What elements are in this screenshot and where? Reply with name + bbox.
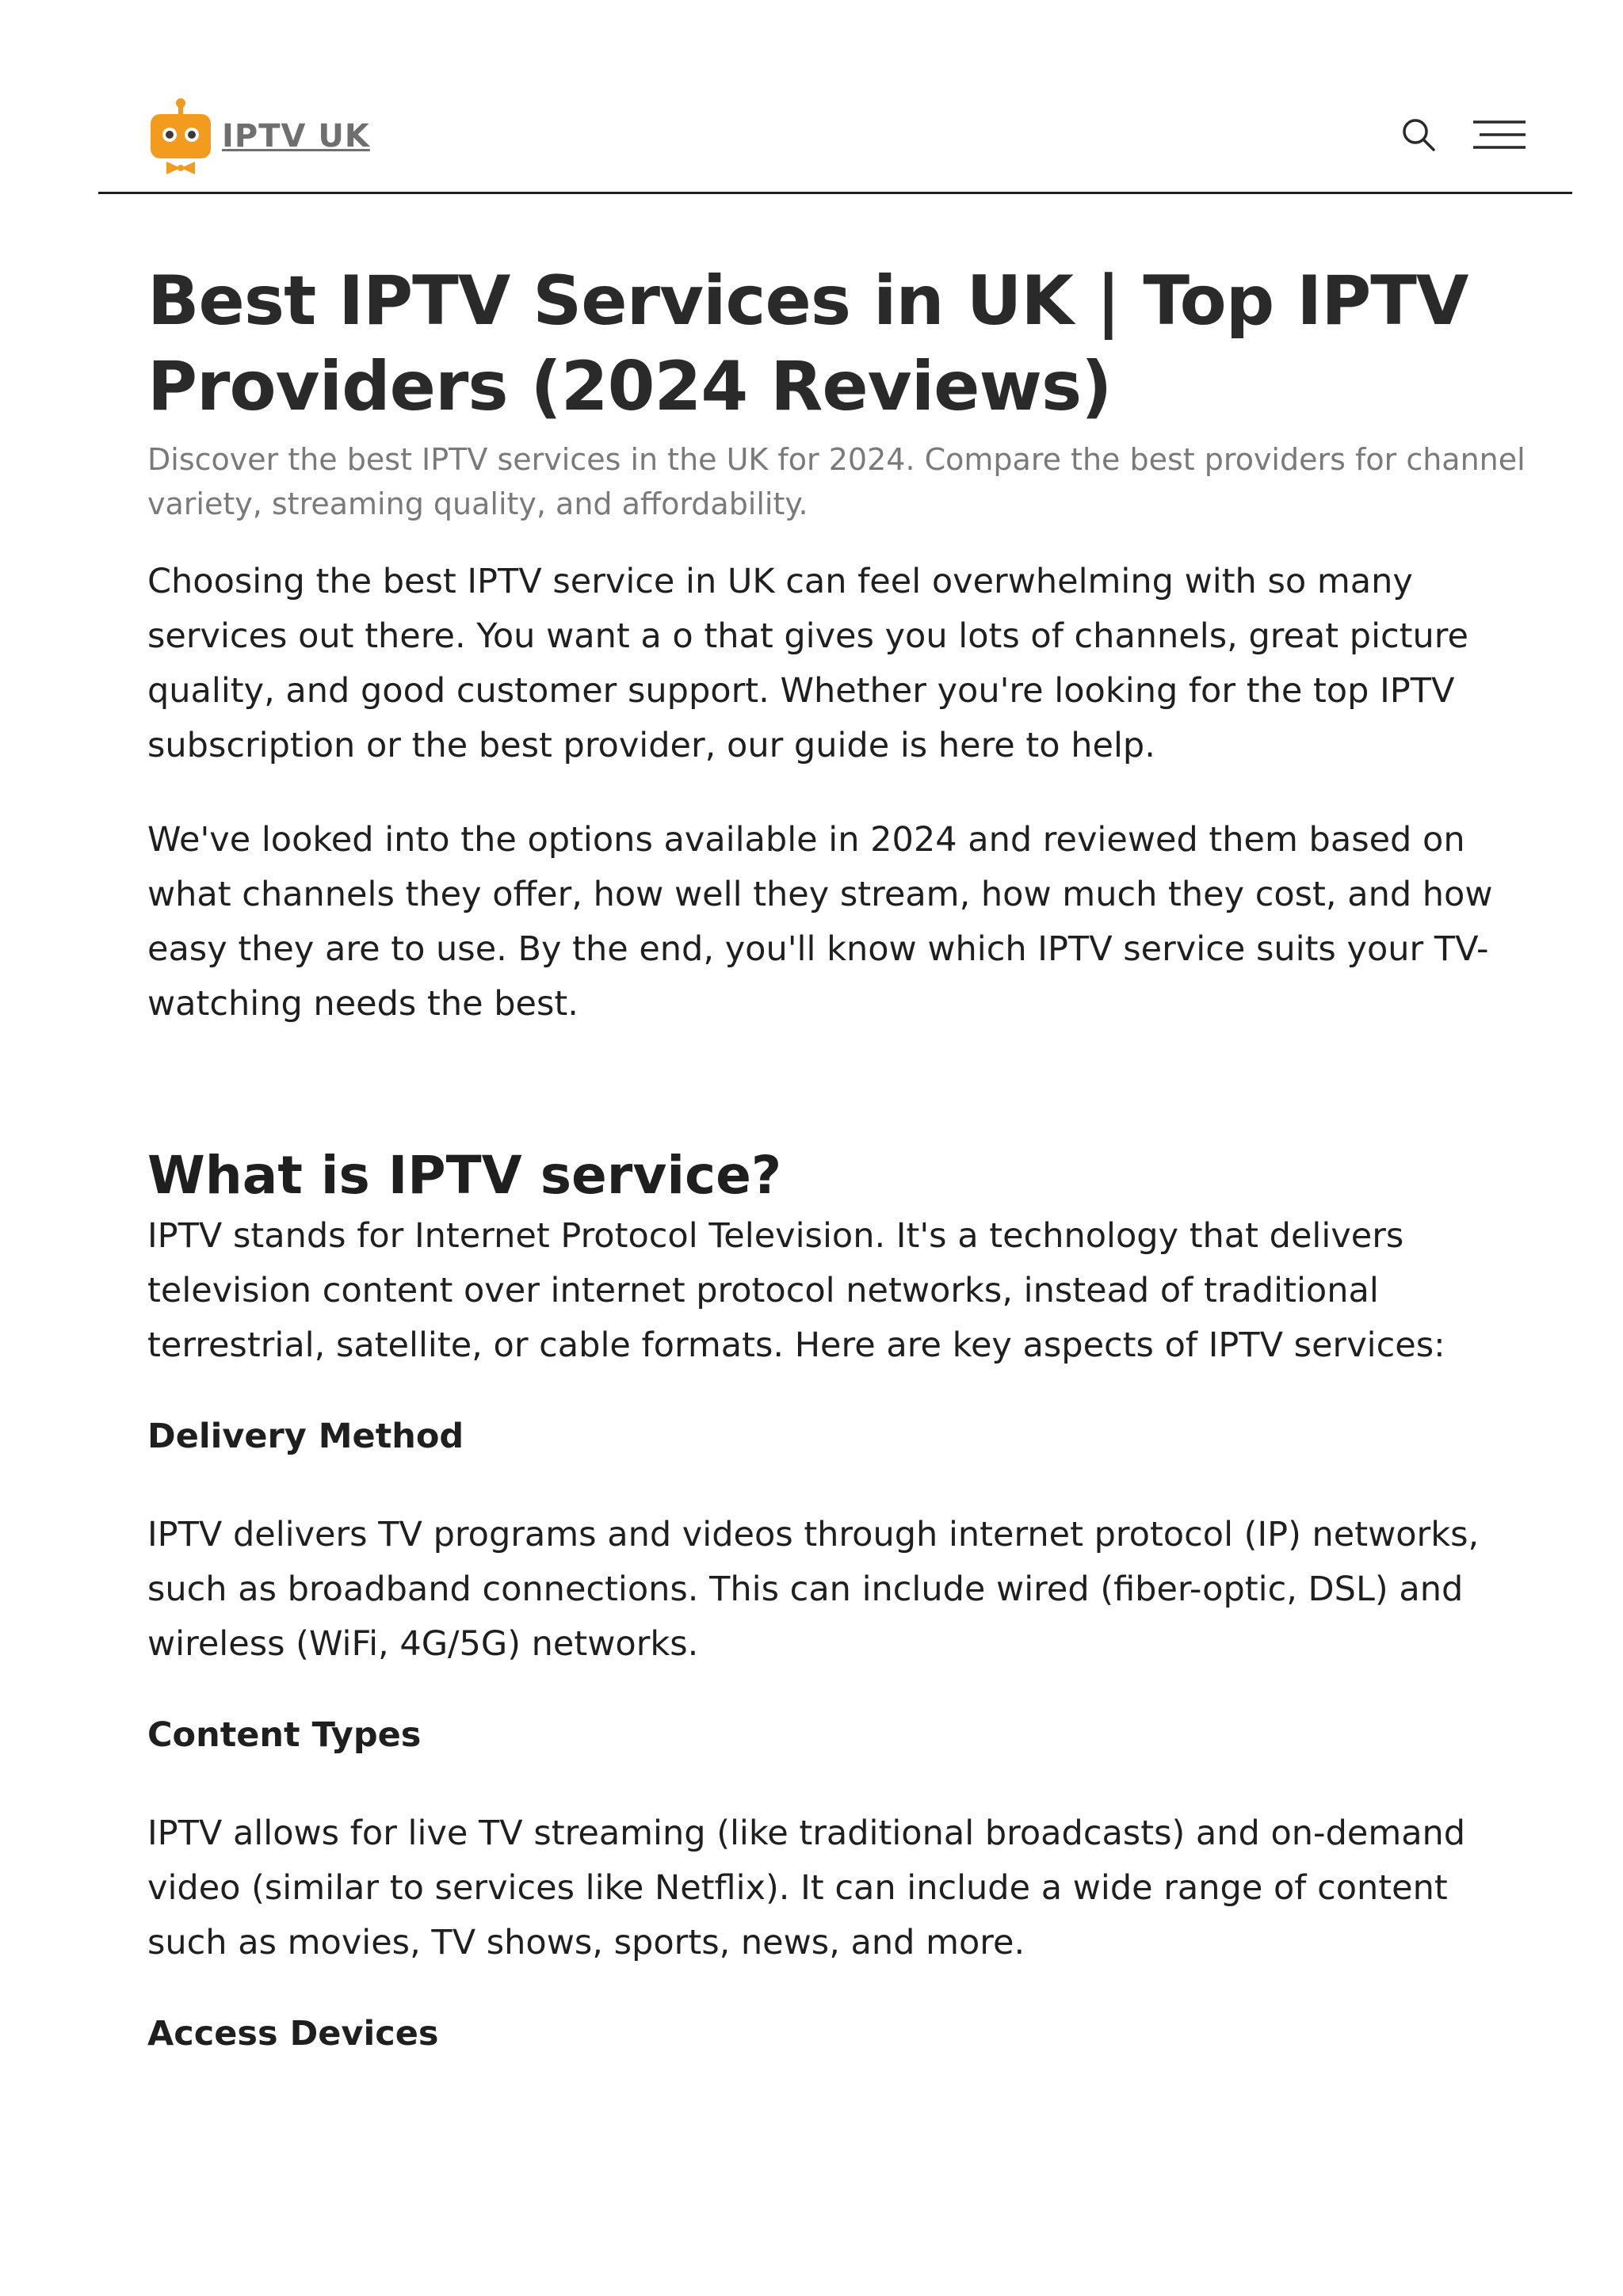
spacer <box>147 526 1526 555</box>
article <box>147 258 1526 2058</box>
spacer <box>147 429 1526 437</box>
search-icon <box>1401 117 1436 152</box>
intro-paragraph-2: We've looked into the options available in 2024 and reviewed them based on what channels they offer, how well they stream, how much they cost, and how easy they are to use. By the end, you'll know which IPTV service suits your TV-watching needs the best. <box>147 820 1493 1024</box>
search-button[interactable] <box>1395 111 1442 158</box>
spacer <box>147 773 1526 813</box>
robot-logo-icon <box>146 98 216 174</box>
intro-paragraph-1: Choosing the best IPTV service in UK can feel overwhelming with so many services out there. You want a o that gives you lots of channels, great picture quality, and good customer support. Whether you're looking for the top IPTV subscription or the best provider, our guide is here to help. <box>147 562 1468 765</box>
brand-name: IPTV UK <box>222 118 370 154</box>
spacer <box>147 1373 1526 1413</box>
site-header <box>98 0 1572 194</box>
section-heading: What is IPTV service? <box>147 1145 782 1206</box>
spacer <box>147 1970 1526 2010</box>
menu-button[interactable] <box>1472 111 1526 158</box>
header-actions <box>1395 111 1526 158</box>
section-intro: IPTV stands for Internet Protocol Television. It's a technology that delivers television content over internet protocol networks, instead of traditional terrestrial, satellite, or cable formats. Here are key aspects of IPTV services: <box>147 1216 1445 1365</box>
spacer <box>147 1032 1526 1142</box>
aspect-text-content-types: IPTV allows for live TV streaming (like traditional broadcasts) and on-demand video (similar to services like Netflix). It can include a wide range of content such as movies, TV shows, sports, news, and more. <box>147 1814 1466 1962</box>
page-subtitle: Discover the best IPTV services in the UK for 2024. Compare the best providers for channel variety, streaming quality, and affordability. <box>147 442 1526 521</box>
aspect-heading-delivery-method: Delivery Method <box>147 1417 464 1456</box>
spacer <box>147 1460 1526 1508</box>
spacer <box>147 1672 1526 1711</box>
aspect-heading-content-types: Content Types <box>147 1715 422 1755</box>
spacer <box>147 1759 1526 1806</box>
aspect-heading-access-devices: Access Devices <box>147 2014 439 2054</box>
brand-link[interactable] <box>146 97 370 176</box>
page-title: Best IPTV Services in UK | Top IPTV Providers (2024 Reviews) <box>147 261 1468 426</box>
aspect-text-delivery-method: IPTV delivers TV programs and videos through internet protocol (IP) networks, such as broadband connections. This can include wired (fiber-optic, DSL) and wireless (WiFi, 4G/5G) networks. <box>147 1515 1480 1664</box>
hamburger-menu-icon <box>1473 119 1526 151</box>
